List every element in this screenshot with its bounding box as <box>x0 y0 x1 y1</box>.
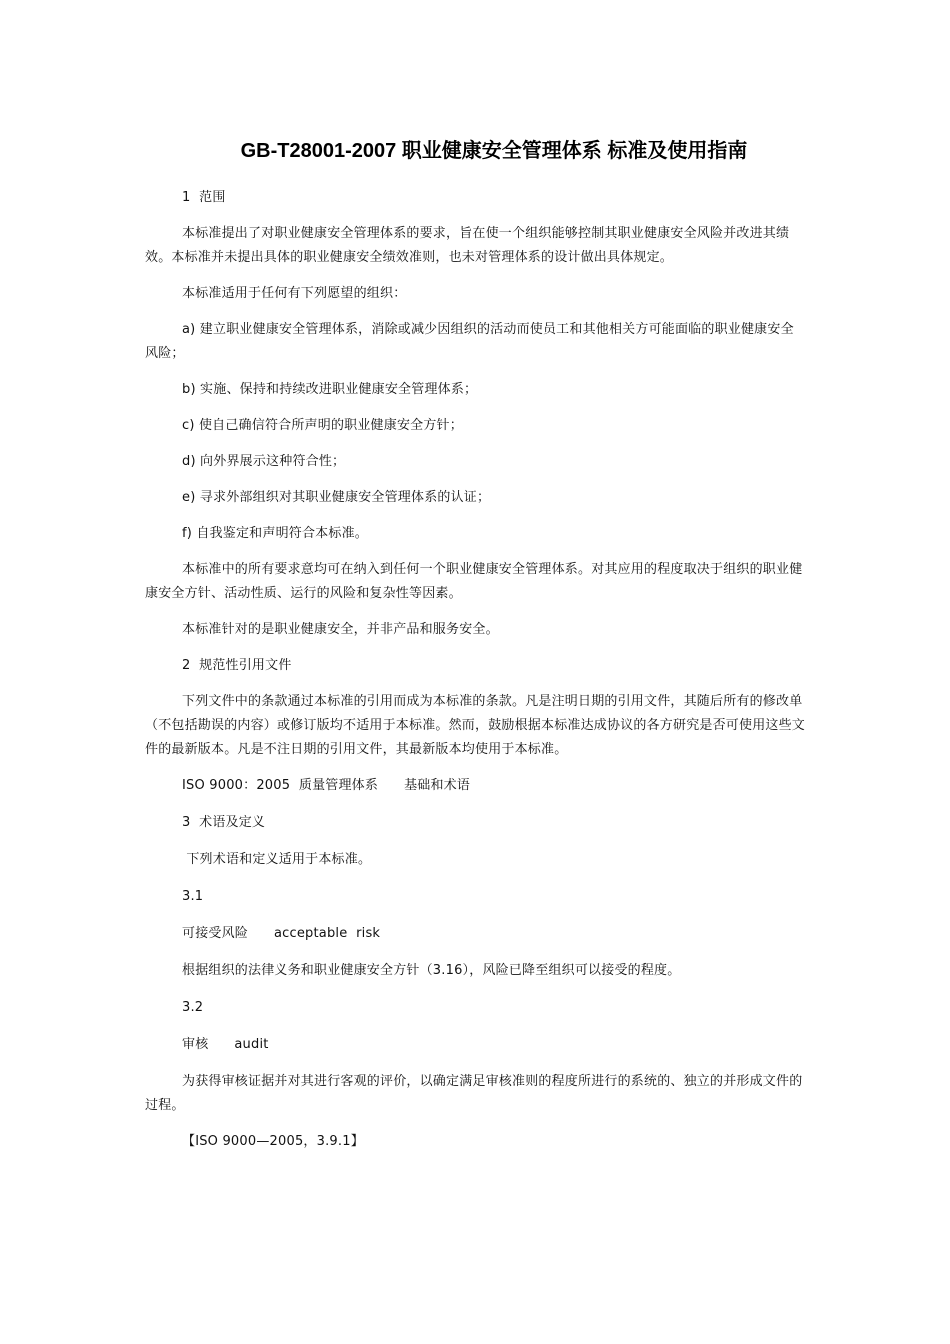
section-heading-scope: 1 范围 <box>182 190 226 205</box>
definition-acceptable-risk: 根据组织的法律义务和职业健康安全方针（3.16），风险已降至组织可以接受的程度。 <box>182 963 681 978</box>
document-title: GB-T28001-2007 职业健康安全管理体系 标准及使用指南 <box>240 140 748 162</box>
term-audit: 审核 audit <box>182 1037 269 1052</box>
term-number-3-2: 3.2 <box>182 1000 204 1015</box>
section-heading-terms: 3 术语及定义 <box>182 815 266 830</box>
section-heading-references: 2 规范性引用文件 <box>182 658 292 673</box>
definition-audit: 为获得审核证据并对其进行客观的评价，以确定满足审核准则的程度所进行的系统的、独立的并形成文件的过程。 <box>145 1074 803 1113</box>
document-body <box>145 186 805 1166</box>
list-item-e: e) 寻求外部组织对其职业健康安全管理体系的认证； <box>182 490 491 505</box>
reference-iso9000-3-9-1: 【ISO 9000—2005，3.9.1】 <box>182 1134 364 1149</box>
paragraph-references: 下列文件中的条款通过本标准的引用而成为本标准的条款。凡是注明日期的引用文件，其随后所有的修改单（不包括勘误的内容）或修订版均不适用于本标准。然而，鼓励根据本标准达成协议的各方研究是否可使用这些文件的最新版本。凡是不注日期的引用文件，其最新版本均使用于本标准。 <box>145 694 806 757</box>
paragraph-terms-intro: 下列术语和定义适用于本标准。 <box>182 852 372 867</box>
term-acceptable-risk: 可接受风险 acceptable risk <box>182 926 381 941</box>
paragraph-focus: 本标准针对的是职业健康安全，并非产品和服务安全。 <box>182 622 499 637</box>
paragraph-requirements: 本标准中的所有要求意均可在纳入到任何一个职业健康安全管理体系。对其应用的程度取决于组织的职业健康安全方针、活动性质、运行的风险和复杂性等因素。 <box>145 562 803 601</box>
term-number-3-1: 3.1 <box>182 889 204 904</box>
list-item-d: d) 向外界展示这种符合性； <box>182 454 346 469</box>
list-item-c: c) 使自己确信符合所声明的职业健康安全方针； <box>182 418 463 433</box>
list-item-f: f) 自我鉴定和声明符合本标准。 <box>182 526 368 541</box>
list-item-a: a) 建立职业健康安全管理体系，消除或减少因组织的活动而使员工和其他相关方可能面临的职业健康安全风险； <box>145 322 794 361</box>
paragraph-scope-intro: 本标准提出了对职业健康安全管理体系的要求，旨在使一个组织能够控制其职业健康安全风险并改进其绩效。本标准并未提出具体的职业健康安全绩效准则，也未对管理体系的设计做出具体规定。 <box>145 226 790 265</box>
list-item-b: b) 实施、保持和持续改进职业健康安全管理体系； <box>182 382 478 397</box>
reference-iso9000: ISO 9000：2005 质量管理体系 基础和术语 <box>182 778 471 793</box>
paragraph-applicability: 本标准适用于任何有下列愿望的组织： <box>182 286 407 301</box>
